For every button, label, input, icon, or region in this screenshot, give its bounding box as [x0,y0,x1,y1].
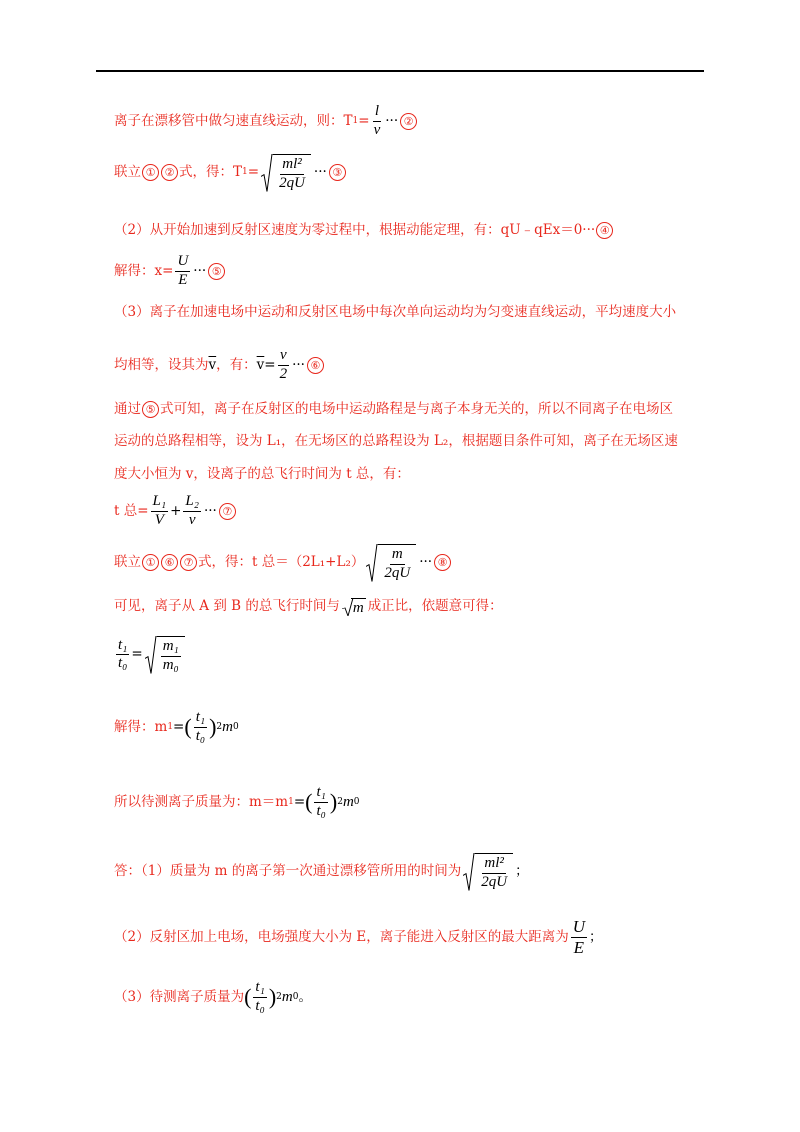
line-5: （3）离子在加速电场中运动和反射区电场中每次单向运动均为匀变速直线运动，平均速度大小 [114,304,677,320]
line-15: 所以待测离子质量为：m＝m 1 = ( $\frac{\text{t₁}}{\text{t₀}}$ ) 2 m 0 [114,784,360,819]
line-18: （3）待测离子质量为 ( $\frac{\text{t₁}}{\text{t₀}}$ ) 2 m 0 。 [114,979,312,1014]
line-4: 解得：x= $\frac{U}{E}$ ··· ⑤ [114,254,226,289]
line-6: 均相等，设其为 $\overline{v}$ ，有： $\overline{v}$ = $\frac{v}{2}$ ··· ⑥ [114,348,325,383]
line-11: 联立 ① ⑥ ⑦ 式，得：t 总＝（2L₁+L₂） $\frac{m}{2qU}$ ··· ⑧ [114,544,452,582]
header-rule [96,70,704,72]
line-14: 解得：m 1 = ( $\frac{\text{t₁}}{\text{t₀}}$ ) 2 m 0 [114,709,239,744]
line-8: 运动的总路程相等，设为 L₁，在无场区的总路程设为 L₂，根据题目条件可知，离子在无场区速 [114,433,678,449]
line-2: 联立 ① ② 式，得：T 1 = $\frac{\text{ml²}}{2qU}$ ··· ③ [114,154,347,192]
line-12: 可见，离子从 A 到 B 的总飞行时间与 m 成正比，依题意可得： [114,598,503,616]
line-16: 答：（1）质量为 m 的离子第一次通过漂移管所用的时间为 $\frac{\text{ml²}}{2qU}$ ； [114,855,529,890]
line-10: t 总= $\frac{\text{L₁}}{V}$ + $\frac{\text{L₂}}{v}$ ··· ⑦ [114,494,237,529]
line-17: （2）反射区加上电场，电场强度大小为 E，离子能进入反射区的最大距离为 $\frac{U}{E}$ ； [114,917,603,957]
fraction: $\frac{l}{v}$ [373,103,381,138]
sqrt-symbol: $\frac{\text{ml²}}{2qU}$ [261,154,311,192]
line-1: 离子在漂移管中做匀速直线运动，则：T 1 = $\frac{l}{v}$ ··· ② [114,104,418,139]
line-3: （2）从开始加速到反射区速度为零过程中，根据动能定理，有：qU﹣qEx＝0··· ④ [114,222,614,239]
line-13: $\frac{\text{t₁}}{\text{t₀}}$ = $\frac{\text{m₁}}{\text{m₀}}$ [114,636,187,674]
line-9: 度大小恒为 v，设离子的总飞行时间为 t 总，有： [114,466,410,482]
line-7: 通过 ⑤ 式可知，离子在反射区的电场中运动路程是与离子本身无关的，所以不同离子在电场区 [114,400,673,417]
